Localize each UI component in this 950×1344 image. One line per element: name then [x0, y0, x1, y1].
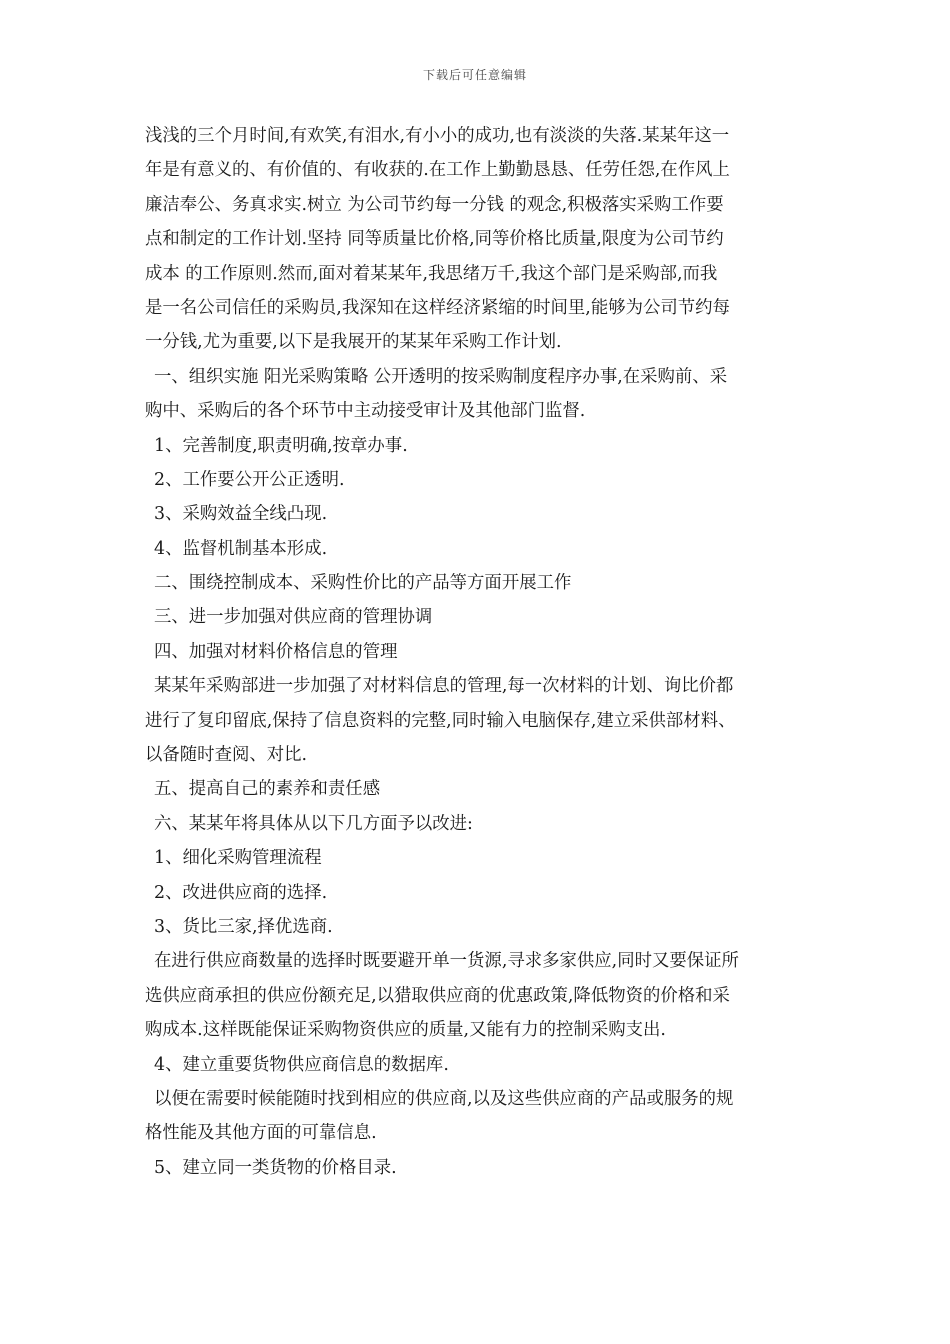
document-body	[145, 119, 815, 1185]
text-line: 4、建立重要货物供应商信息的数据库.	[154, 1054, 449, 1075]
text-line: 1、完善制度,职责明确,按章办事.	[154, 435, 408, 456]
text-line: 购成本.这样既能保证采购物资供应的质量,又能有力的控制采购支出.	[145, 1020, 666, 1041]
text-line: 3、货比三家,择优选商.	[154, 916, 333, 937]
text-line: 以便在需要时候能随时找到相应的供应商,以及这些供应商的产品或服务的规	[154, 1088, 734, 1109]
text-line: 是一名公司信任的采购员,我深知在这样经济紧缩的时间里,能够为公司节约每	[145, 297, 730, 318]
text-line: 浅浅的三个月时间,有欢笑,有泪水,有小小的成功,也有淡淡的失落.某某年这一	[145, 126, 730, 146]
text-line: 1、细化采购管理流程	[154, 848, 322, 869]
text-line: 选供应商承担的供应份额充足,以猎取供应商的优惠政策,降低物资的价格和采	[145, 985, 730, 1006]
text-line: 成本 的工作原则.然而,面对着某某年,我思绪万千,我这个部门是采购部,而我	[145, 263, 718, 284]
text-line: 六、某某年将具体从以下几方面予以改进:	[154, 813, 473, 834]
text-line: 5、建立同一类货物的价格目录.	[154, 1157, 397, 1178]
text-line: 2、工作要公开公正透明.	[154, 469, 345, 490]
text-line: 四、加强对材料价格信息的管理	[154, 641, 398, 662]
text-line: 格性能及其他方面的可靠信息.	[145, 1123, 377, 1144]
text-line: 二、围绕控制成本、采购性价比的产品等方面开展工作	[154, 573, 572, 594]
text-line: 一分钱,尤为重要,以下是我展开的某某年采购工作计划.	[145, 332, 562, 353]
text-line: 进行了复印留底,保持了信息资料的完整,同时输入电脑保存,建立采供部材料、	[145, 710, 736, 731]
text-line: 五、提高自己的素养和责任感	[154, 779, 381, 800]
page-header: 下载后可任意编辑	[422, 68, 527, 82]
text-line: 购中、采购后的各个环节中主动接受审计及其他部门监督.	[145, 401, 586, 422]
text-line: 某某年采购部进一步加强了对材料信息的管理,每一次材料的计划、询比价都	[154, 676, 734, 697]
text-line: 一、组织实施 阳光采购策略 公开透明的按采购制度程序办事,在采购前、采	[154, 366, 728, 387]
text-line: 三、进一步加强对供应商的管理协调	[154, 607, 433, 628]
text-line: 廉洁奉公、务真求实.树立 为公司节约每一分钱 的观念,积极落实采购工作要	[145, 194, 724, 215]
text-line: 年是有意义的、有价值的、有收获的.在工作上勤勤恳恳、任劳任怨,在作风上	[145, 160, 730, 181]
text-line: 2、改进供应商的选择.	[154, 882, 328, 903]
text-line: 点和制定的工作计划.坚持 同等质量比价格,同等价格比质量,限度为公司节约	[145, 229, 724, 250]
text-line: 在进行供应商数量的选择时既要避开单一货源,寻求多家供应,同时又要保证所	[154, 951, 739, 972]
text-line: 以备随时查阅、对比.	[145, 745, 308, 766]
text-line: 3、采购效益全线凸现.	[154, 504, 328, 525]
text-line: 4、监督机制基本形成.	[154, 538, 328, 559]
